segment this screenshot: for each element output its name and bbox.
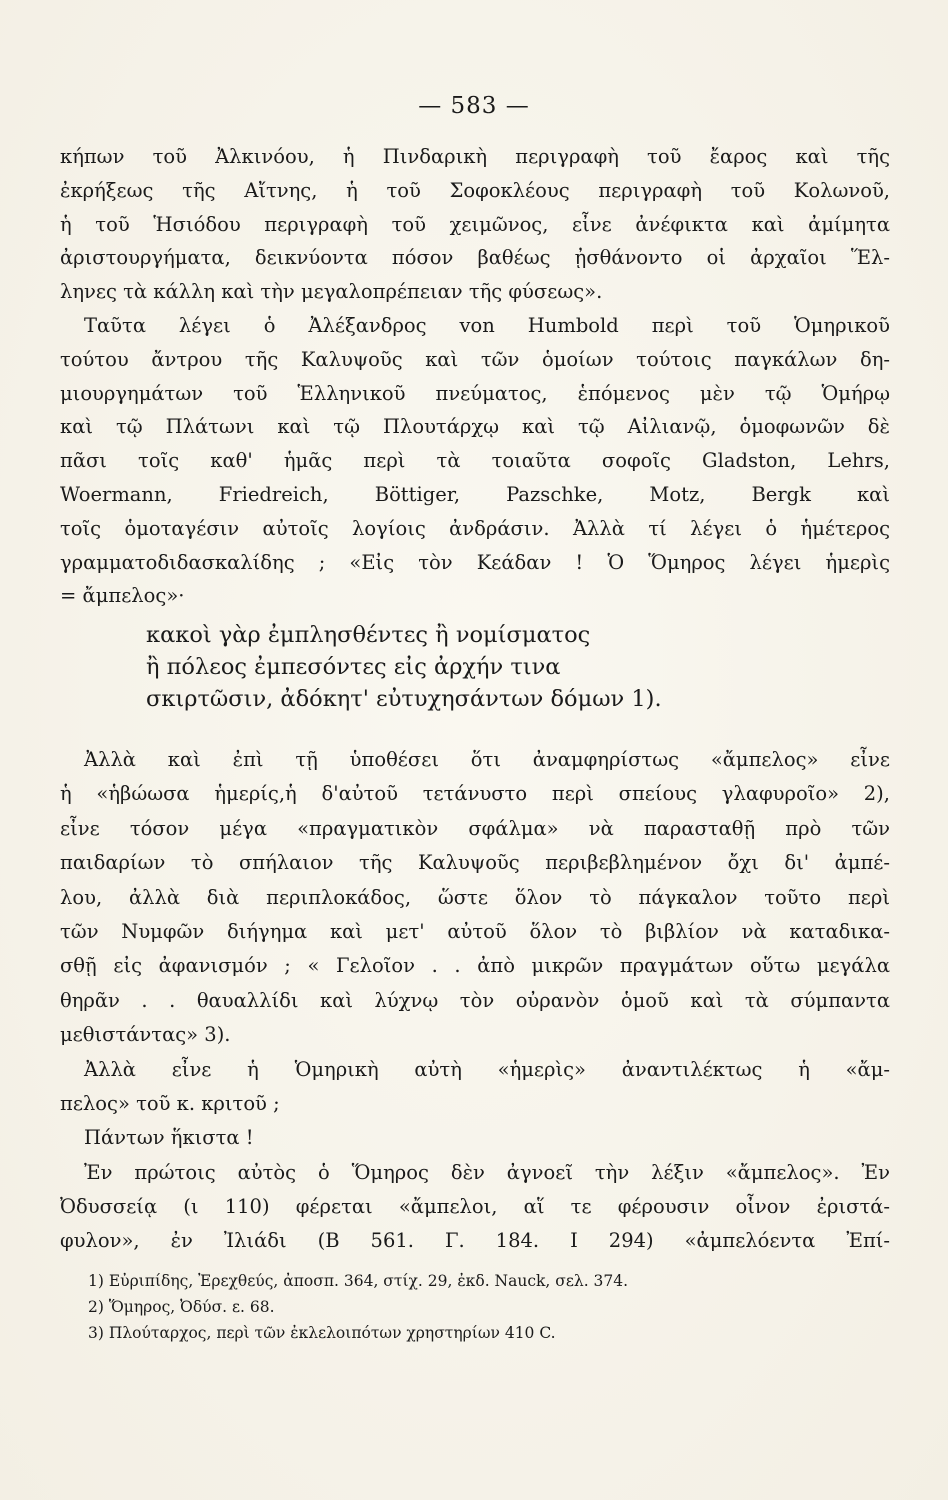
text-line: τῶν Νυμφῶν διήγημα καὶ μετ' αὐτοῦ ὅλον τὸ βιβλίον νὰ καταδικα- xyxy=(60,919,890,943)
text-line: θηρᾶν . . θαυαλλίδι καὶ λύχνῳ τὸν οὐρανὸν ὁμοῦ καὶ τὰ σύμπαντα xyxy=(60,988,890,1012)
text-line: ἐκρήξεως τῆς Αἴτνης, ἡ τοῦ Σοφοκλέους περιγραφὴ τοῦ Κολωνοῦ, xyxy=(60,178,890,202)
verse-line: σκιρτῶσιν, ἀδόκητ' εὐτυχησάντων δόμων 1). xyxy=(146,686,662,712)
footnote: 2) Ὅμηρος, Ὀδύσ. ε. 68. xyxy=(88,1298,275,1316)
text-line: Ἀλλὰ καὶ ἐπὶ τῇ ὑποθέσει ὅτι ἀναμφηρίστως «ἄμπελος» εἶνε xyxy=(84,748,890,771)
footnotes xyxy=(88,1268,788,1346)
text-line: μιουργημάτων τοῦ Ἑλληνικοῦ πνεύματος, ἑπόμενος μὲν τῷ Ὁμήρῳ xyxy=(60,381,890,405)
text-line: λου, ἀλλὰ διὰ περιπλοκάδος, ὥστε ὅλον τὸ πάγκαλον τοῦτο περὶ xyxy=(60,885,890,909)
text-line: καὶ τῷ Πλάτωνι καὶ τῷ Πλουτάρχῳ καὶ τῷ Αἰλιανῷ, ὁμοφωνῶν δὲ xyxy=(60,415,890,439)
text-line: ἡ «ἡβώωσα ἡμερίς,ἡ δ'αὐτοῦ τετάνυστο περὶ σπείους γλαφυροῖο» 2), xyxy=(60,782,890,806)
text-line: τούτου ἄντρου τῆς Καλυψοῦς καὶ τῶν ὁμοίων τούτοις παγκάλων δη- xyxy=(60,347,890,371)
text-line: πελος» τοῦ κ. κριτοῦ ; xyxy=(60,1091,280,1115)
text-line: Ὀδυσσείᾳ (ι 110) φέρεται «ἄμπελοι, αἵ τε φέρουσιν οἶνον ἐριστά- xyxy=(60,1195,890,1219)
text-line: παιδαρίων τὸ σπήλαιον τῆς Καλυψοῦς περιβεβλημένον ὄχι δι' ἀμπέ- xyxy=(60,851,890,875)
text-line: φυλον», ἐν Ἰλιάδι (Β 561. Γ. 184. Ι 294) «ἀμπελόεντα Ἐπί- xyxy=(60,1229,890,1253)
text-line: ἡ τοῦ Ἡσιόδου περιγραφὴ τοῦ χειμῶνος, εἶνε ἀνέφικτα καὶ ἀμίμητα xyxy=(60,212,890,236)
text-line: Ἐν πρώτοις αὐτὸς ὁ Ὅμηρος δὲν ἀγνοεῖ τὴν λέξιν «ἄμπελος». Ἐν xyxy=(84,1160,890,1184)
main-text-lower xyxy=(60,743,890,1259)
text-line: Πάντων ἥκιστα ! xyxy=(84,1126,254,1150)
text-line: εἶνε τόσον μέγα «πραγματικὸν σφάλμα» νὰ παρασταθῇ πρὸ τῶν xyxy=(60,816,890,840)
text-line: ληνες τὰ κάλλη καὶ τὴν μεγαλοπρέπειαν τῆς φύσεως». xyxy=(60,280,603,304)
text-line: μεθιστάντας» 3). xyxy=(60,1023,231,1047)
text-line: πᾶσι τοῖς καθ' ἡμᾶς περὶ τὰ τοιαῦτα σοφοῖς Gladston, Lehrs, xyxy=(60,449,890,473)
text-line: σθῇ εἰς ἀφανισμόν ; « Γελοῖον . . ἀπὸ μικρῶν πραγμάτων οὕτω μεγάλα xyxy=(60,954,890,978)
footnote: 3) Πλούταρχος, περὶ τῶν ἐκλελοιπότων χρηστηρίων 410 C. xyxy=(88,1324,556,1342)
verse-quotation xyxy=(146,619,786,715)
text-line: Ἀλλὰ εἶνε ἡ Ὁμηρικὴ αὐτὴ «ἡμερὶς» ἀναντιλέκτως ἡ «ἄμ- xyxy=(84,1057,890,1081)
verse-line: ἢ πόλεος ἐμπεσόντες εἰς ἀρχήν τινα xyxy=(146,654,561,680)
footnote: 1) Εὐριπίδης, Ἐρεχθεύς, ἀποσπ. 364, στίχ. 29, ἐκδ. Nauck, σελ. 374. xyxy=(88,1272,629,1290)
page-number: — 583 — xyxy=(418,93,530,119)
verse-line: κακοὶ γὰρ ἐμπλησθέντες ἢ νομίσματος xyxy=(146,622,591,648)
main-text-upper xyxy=(60,140,890,613)
text-line: τοῖς ὁμοταγέσιν αὐτοῖς λογίοις ἀνδράσιν. Ἀλλὰ τί λέγει ὁ ἡμέτερος xyxy=(60,516,890,540)
text-line: γραμματοδιδασκαλίδης ; «Εἰς τὸν Κεάδαν ! Ὁ Ὅμηρος λέγει ἡμερὶς xyxy=(60,550,890,574)
text-line: κήπων τοῦ Ἀλκινόου, ἡ Πινδαρικὴ περιγραφὴ τοῦ ἔαρος καὶ τῆς xyxy=(60,145,890,168)
text-line: ἀριστουργήματα, δεικνύοντα πόσον βαθέως ᾐσθάνοντο οἱ ἀρχαῖοι Ἕλ- xyxy=(60,246,890,270)
text-line: = ἄμπελος»· xyxy=(60,584,185,608)
text-line: Woermann, Friedreich, Böttiger, Pazschke, Motz, Bergk καὶ xyxy=(60,482,890,506)
text-line: Ταῦτα λέγει ὁ Ἀλέξανδρος von Humbold περὶ τοῦ Ὁμηρικοῦ xyxy=(84,313,890,337)
